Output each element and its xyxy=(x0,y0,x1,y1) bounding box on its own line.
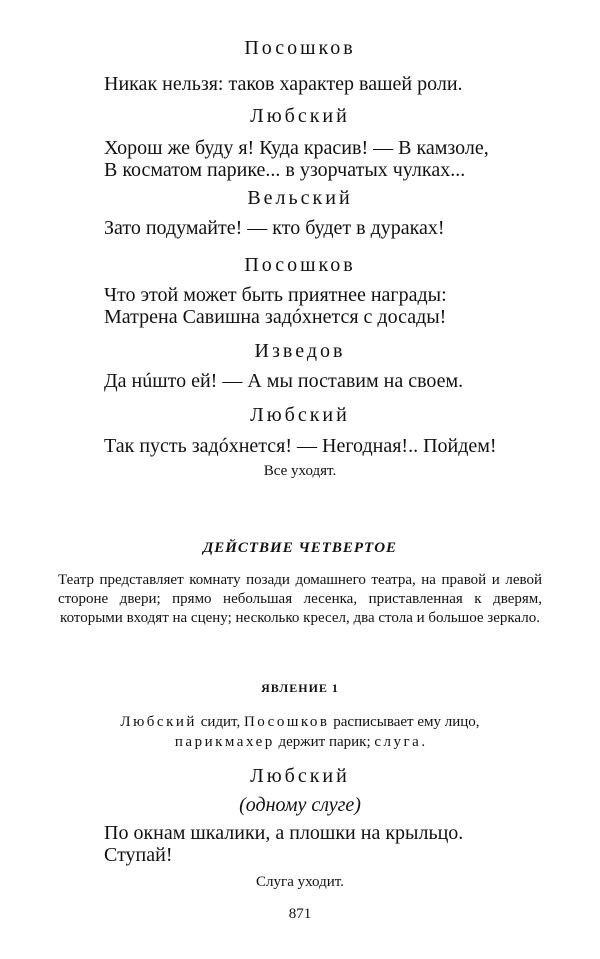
speaker-name: Посошков xyxy=(244,37,356,59)
act-description: Театр представляет комнату позади домашнего театра, на правой и левой стороне двери; прямо небольшая лесенка, приставленная к дверям, которыми входят на сцену; несколько кресел, два стола и большое зеркало. xyxy=(58,572,542,626)
character-name: Посошков xyxy=(243,714,330,730)
verse-line: Матрена Савишна задóхнется с досады! xyxy=(104,306,447,328)
scene-text: . xyxy=(421,734,426,750)
speaker-name: Посошков xyxy=(244,254,356,276)
verse-line: Хорош же буду я! Куда красив! — В камзоле, xyxy=(104,137,489,159)
page-number: 871 xyxy=(288,906,312,922)
stage-direction: Все уходят. xyxy=(263,463,337,479)
stage-direction: Слуга уходит. xyxy=(256,874,344,890)
verse-line: Да нúшто ей! — А мы поставим на своем. xyxy=(104,370,464,392)
verse-line: Никак нельзя: таков характер вашей роли. xyxy=(104,73,463,95)
verse-line: Ступай! xyxy=(104,844,173,866)
scene-title: ЯВЛЕНИЕ 1 xyxy=(261,681,339,695)
scene-text: сидит, xyxy=(200,714,241,730)
verse-line: В косматом парике... в узорчатых чулках... xyxy=(104,159,466,181)
character-name: слуга xyxy=(374,734,422,750)
verse-line: Так пусть задóхнется! — Негодная!.. Пойдем! xyxy=(104,435,497,457)
character-name: Любский xyxy=(120,714,197,730)
speaker-name: Любский xyxy=(250,105,350,127)
stage-direction-italic: (одному слуге) xyxy=(239,794,361,816)
speaker-name: Вельский xyxy=(247,187,353,209)
verse-line: По окнам шкалики, а плошки на крыльцо. xyxy=(104,822,464,844)
verse-line: Что этой может быть приятнее награды: xyxy=(104,284,447,306)
verse-line: Зато подумайте! — кто будет в дураках! xyxy=(104,217,445,239)
character-name: парикмахер xyxy=(174,734,275,750)
scene-text: держит парик; xyxy=(278,734,371,750)
scene-description-line xyxy=(0,733,600,752)
scene-description-line xyxy=(0,713,600,732)
speaker-name: Изведов xyxy=(254,340,346,362)
scene-text: расписывает ему лицо, xyxy=(333,714,480,730)
act-title: ДЕЙСТВИЕ ЧЕТВЕРТОЕ xyxy=(202,540,398,556)
speaker-name: Любский xyxy=(250,765,350,787)
speaker-name: Любский xyxy=(250,404,350,426)
